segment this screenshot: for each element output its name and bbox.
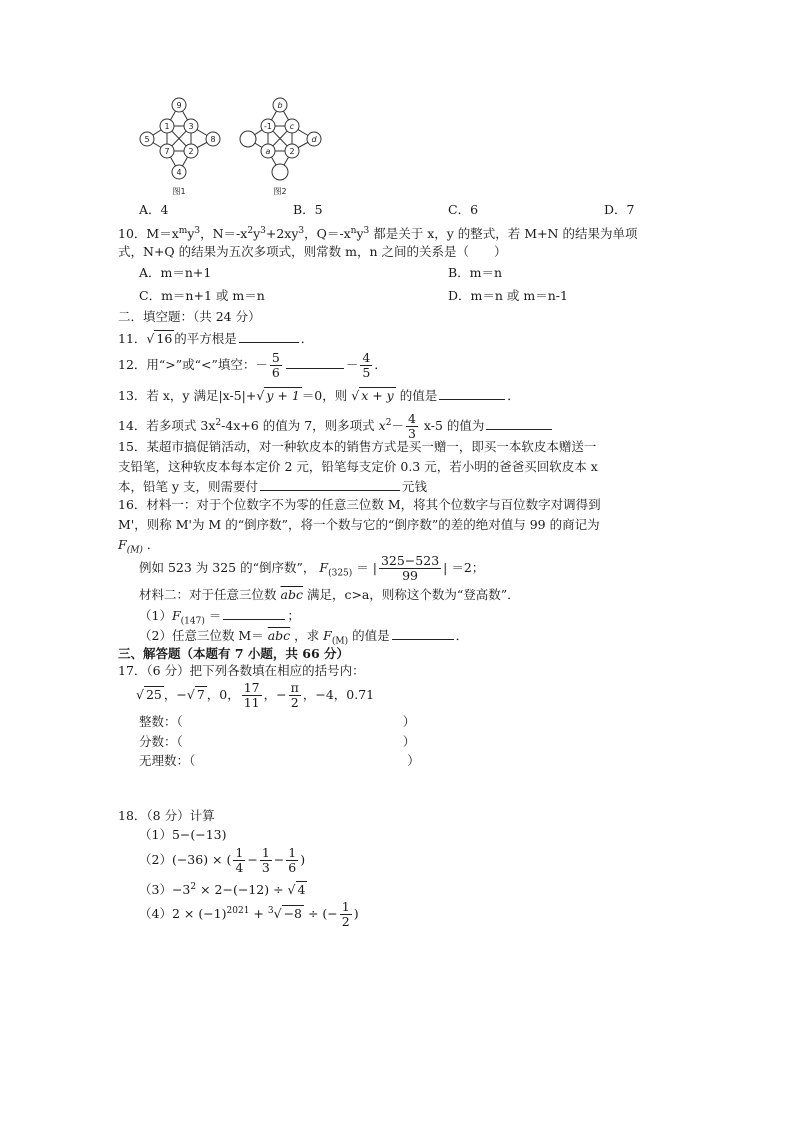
q17-integer-row: 整数：（ ） [139,714,416,729]
fig1-node-ur: 3 [188,122,194,131]
q11-answer-blank[interactable] [239,329,299,343]
fig1-node-top: 9 [176,101,182,110]
q16-part2: （2）任意三位数 $M= \overline{abc}$ ，求 $F_{(M)}$ 的值是 ． [139,628,469,647]
q18-title: 18．（8 分）计算 [118,808,215,823]
fig1-caption: 图1 [172,187,186,196]
q15-line3: 本，铅笔 y 支，则需要付 元钱 [118,479,428,494]
q13: 13．若 x，y 满足|x-5|+√ y + 1 ＝0，则 √ x + y 的值是 ． [118,388,520,403]
q14: 14．若多项式 $3x^2-4x+6$ 的值为 7，则多项式 $x^2-$ $\frac{4}{3}$ x-5 的值为 [118,405,554,444]
q16-line1: 16．材料一：对于个位数字不为零的任意三位数 M，将其个位数字与百位数字对调得到 [118,497,601,512]
fig2-node-ul: -1 [264,122,272,131]
fig1-node-lr: 2 [188,147,194,156]
q16-line2: M'，则称 M'为 M 的“倒序数”，将一个数与它的“倒序数”的差的绝对值与 99 的商记为 [118,517,600,532]
fig1-node-left: 5 [144,135,150,144]
q10-line1: 10．$M=x^my^3$，$N=-x^2y^3+2xy^3$，$Q=-x^ny^3$ 都是关于 x，y 的整式，若 M+N 的结果为单项 [118,226,638,242]
q11: 11．√ 16 的平方根是 ． [118,331,314,346]
q9-option-b: B．5 [293,202,323,217]
figure-diagrams [130,92,340,200]
q15-line1: 15．某超市搞促销活动，对一种软皮本的销售方式是买一赠一，即买一本软皮本赠送一 [118,439,597,454]
q18-part1: （1）5−(−13) [139,827,227,842]
fig1-node-bottom: 4 [176,168,182,177]
q18-part2: （2）(−36) × ( $\frac{1}{4}$ − $\frac{1}{3}$ − $\frac{1}{6}$ ) [139,845,306,875]
q12: 12．用“>”或“<”填空：－ $\frac{5}{6}$ － $\frac{4}{5}$ ． [118,350,387,380]
q17-numbers: √ 25 ，−√ 7 ，0， $\frac{17}{11}$ ，− $\frac{\pi}{2}$ ，−4，0.71 [136,680,375,710]
fig2-node-lr: 2 [289,147,295,156]
q17-fraction-row: 分数：（ ） [139,734,416,749]
q17-irrational-row: 无理数：（ ） [139,753,420,768]
q10-option-c: C．m＝n+1 或 m＝n [139,288,265,303]
q16-part2-blank[interactable] [392,626,454,640]
fig2-caption: 图2 [273,187,287,196]
q16-part1-blank[interactable] [223,606,285,620]
fig2-node-top: b [277,101,283,110]
q18-part4: $(4)2 \times (-1)^{2021} + ^3√ -8$ ÷ (− $\frac{1}{2}$ ) [139,899,359,930]
q10-option-b: B．m＝n [448,265,503,280]
q13-answer-blank[interactable] [439,386,505,400]
q10-option-a: A．m＝n+1 [139,265,212,280]
q16-part1: $(1)F_{(147)}$ ＝ ； [139,608,300,627]
q17-title: 17．（6 分）把下列各数填在相应的括号内： [118,663,365,678]
q9-option-a: A．4 [139,202,169,217]
q16-example: 例如 523 为 325 的“倒序数”， $F_{(325)}$ ＝ | $\frac{325-523}{99}$ | ＝2； [139,553,485,583]
figure-1 [140,98,220,179]
section3-title: 三、解答题（本题有 7 小题，共 66 分） [118,646,350,661]
fig2-node-ur: c [289,122,295,131]
q10-option-d: D．m＝n 或 m＝n-1 [448,288,568,303]
section2-title: 二．填空题：（共 24 分） [118,309,261,324]
q10-line2: 式，N+Q 的结果为五次多项式，则常数 m，n 之间的关系是（ ） [118,244,507,259]
fig2-node-ll: a [265,147,271,156]
fig1-node-right: 8 [210,135,216,144]
q16-line3: $F_{(M)}$ ． [118,537,160,556]
q14-answer-blank[interactable] [486,416,552,430]
fig1-node-ul: 1 [164,122,170,131]
figure-2 [240,98,321,180]
q18-part3: $(3)-3^2 \times 2-(-12)$ ÷ √ 4 [139,882,306,898]
q15-line2: 支铅笔，这种软皮本每本定价 2 元，铅笔每支定价 0.3 元，若小明的爸爸买回软皮本 x [118,459,598,474]
q16-material2: 材料二：对于任意三位数 $\overline{abc}$ 满足，c>a，则称这个数为“登高数”． [139,587,520,602]
q9-option-c: C．6 [448,202,479,217]
fig2-node-right: d [311,135,317,144]
q15-answer-blank[interactable] [260,477,400,491]
q12-answer-blank[interactable] [286,355,344,369]
fig1-node-ll: 7 [164,147,170,156]
q9-option-d: D．7 [604,202,635,217]
